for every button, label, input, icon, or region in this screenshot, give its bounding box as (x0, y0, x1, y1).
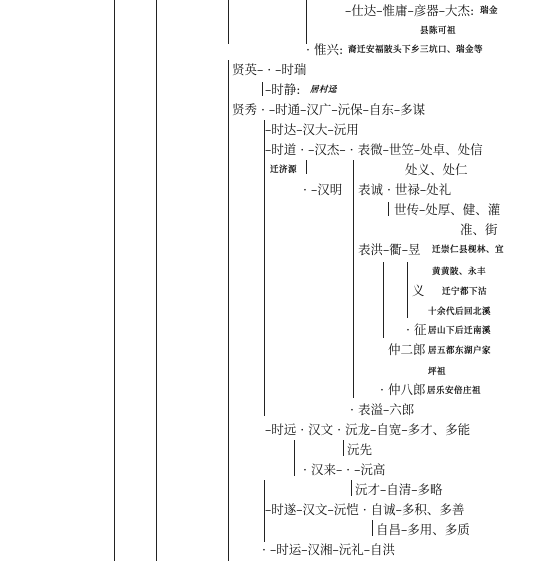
tree-line-col3 (228, 60, 229, 561)
row-yuancai: 沅才–自清–多略 (355, 482, 443, 497)
note-pingzu: 坪祖 (428, 367, 447, 377)
row-xianxiu: 贤秀 · –时通–汉广–沅保–自东–多谋 (232, 102, 426, 117)
row-yi: 义 (412, 283, 425, 298)
note-lean: 居乐安倍庄祖 (427, 386, 482, 396)
tree-line-col1 (114, 0, 115, 561)
row-xianying: 贤英– · –时瑞 (232, 62, 307, 77)
tree-line-heng-a (383, 262, 384, 338)
row-shida2: –时达–汉大–沅用 (265, 122, 359, 137)
row-zhongerlang: 仲二郎 (388, 342, 426, 357)
row-shichuan: 世传–处厚、健、灌 (394, 202, 501, 217)
row-yuanxian: 沅先 (347, 442, 373, 457)
note-ningdu: 迁宁都下沽 (442, 287, 488, 297)
tree-line-zichang (372, 520, 373, 536)
row-shiyun: · –时运–汉湘–沅礼–自洪 (262, 542, 395, 557)
tree-line-shijing (262, 82, 263, 96)
row-zhongbalang: · 仲八郎 (380, 382, 426, 397)
note-chenke: 县陈可祖 (420, 26, 457, 36)
row-shisui: –时遂–汉文–沅恺 · 自诚–多积、多善 (265, 502, 465, 517)
row-hanming: · –汉明 (303, 182, 343, 197)
row-zheng: · 征 (406, 322, 427, 337)
row-shijing: –时静: (265, 82, 301, 97)
row-biaocheng: 表诚 · 世禄–处礼 (358, 182, 452, 197)
tree-line-hanjie-a (306, 160, 307, 174)
row-shidao: –时道 · –汉杰– · 表微–世笠–处卓、处信 (265, 142, 483, 157)
note-jiyuan: 迁济源 (270, 165, 298, 175)
row-hanlai: · 汉来– · –沅高 (303, 462, 386, 477)
tree-line-shichuan (388, 202, 389, 216)
row-shida: –仕达–惟庸–彦器–大杰: (345, 3, 475, 18)
tree-line-col4a (264, 120, 265, 416)
note-huangpi: 黄黄陂、永丰 (432, 267, 487, 277)
note-cunjing: 居村迳 (310, 85, 338, 95)
note-beixi: 十余代后回北溪 (428, 307, 492, 317)
row-shiyuan: –时远 · 汉文 · 沅龙–自宽–多才、多能 (265, 422, 471, 437)
row-zhun: 准、街 (460, 222, 498, 237)
note-ruijin: 瑞金 (480, 6, 499, 16)
row-zichang: 自昌–多用、多质 (376, 522, 470, 537)
tree-line-hanlai (294, 440, 295, 476)
note-nanxi: 居山下后迁南溪 (428, 326, 492, 336)
tree-line-yuanxian (343, 440, 344, 456)
tree-line-biao (353, 160, 354, 398)
row-biaohong: 表洪–衢–昱 (358, 242, 421, 257)
note-chongren: 迁崇仁县枧林、宜 (432, 245, 505, 255)
tree-line-heng-b (407, 262, 408, 318)
note-wudu: 居五都东湖户家 (428, 346, 492, 356)
tree-line-col4-top (306, 0, 307, 44)
row-chuyi: 处义、处仁 (405, 162, 468, 177)
tree-line-col3-top (228, 0, 229, 44)
tree-line-yuancai (351, 480, 352, 496)
row-biaoyi: · 表溢–六郎 (350, 402, 415, 417)
note-weixing: 裔迁安福陂头下乡三坑口、瑞金等 (348, 45, 484, 55)
tree-line-col2 (156, 0, 157, 561)
row-weixing: · 惟兴: (306, 42, 344, 57)
